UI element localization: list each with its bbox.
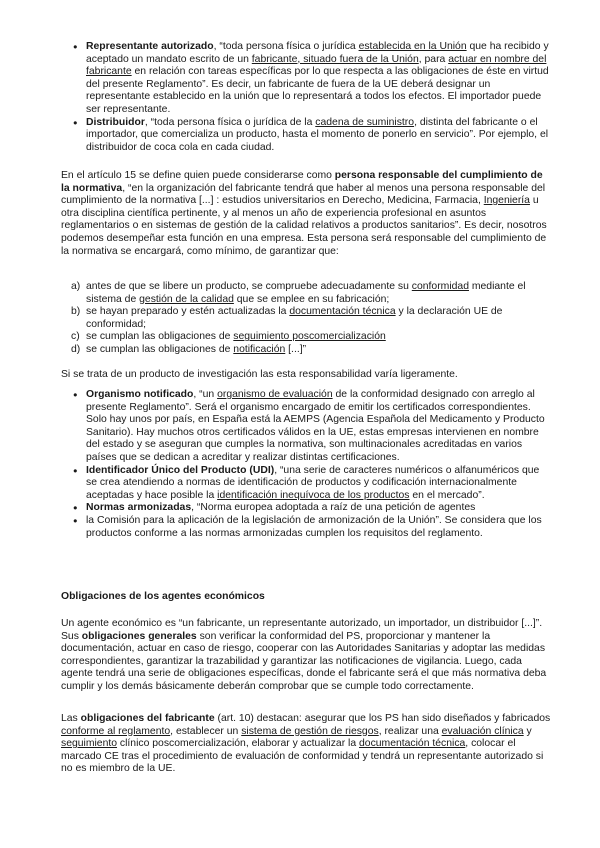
section-heading: Obligaciones de los agentes económicos [61, 591, 265, 602]
list-item: ● la Comisión para la aplicación de la legislación de armonización de la Unión”. Se considera que los productos conforme a las normas armonizadas cumplen los requisitos del reglamento. [61, 515, 551, 540]
list-item: c) se cumplan las obligaciones de seguimiento poscomercialización [71, 331, 386, 343]
responsibility-list [61, 281, 551, 357]
list-item: ● Normas armonizadas, “Norma europea adoptada a raíz de una petición de agentes [61, 502, 551, 515]
economic-agents-paragraph: Un agente económico es “un fabricante, un representante autorizado, un importador, un distribuidor [...]”. Sus obligaciones generales son verificar la conformidad del PS, proporcionar y mantener la documentación, actuar en caso de riesgo, cooperar con las Autoridades Sanitarias y adoptar las medidas correspondientes, garantizar la trazabilidad y garantizar las notificaciones de vigilancia. Luego, cada agente tendrá una serie de obligaciones específicas, donde el fabricante será el que más normativa deba cumplir y los demás básicamente deberán comprobar que se cumple todo correctamente. [61, 618, 547, 692]
article-15-paragraph: En el artículo 15 se define quien puede considerarse como persona responsable del cumplimiento de la normativa, “en la organización del fabricante tendrá que haber al menos una persona responsable del cumplimiento de la normativa [...] : estudios universitarios en Derecho, Medicina, Farmacia, Ingeniería u otra disciplina científica pertinente, y al menos un año de experiencia profesional en asuntos reglamentarios o en sistemas de gestión de la calidad relativos a productos sanitarios”. Es decir, nosotros podemos desempeñar esta función en una empresa. Esta persona será responsable del cumplimiento de la normativa se encargará, como mínimo, de garantizar que: [61, 170, 547, 257]
list-item: b) se hayan preparado y estén actualizadas la documentación técnica y la declaración UE de conformidad; [71, 306, 503, 330]
list-item: ● Identificador Único del Producto (UDI), “una serie de caracteres numéricos o alfanuméricos que se crea atendiendo a normas de identificación de productos y codificación internacionalmente aceptadas y hace posible la identificación inequívoca de los productos en el mercado”. [61, 465, 551, 503]
investigation-note: Si se trata de un producto de investigación las esta responsabilidad varía ligeramente. [61, 369, 458, 380]
list-item: ● Distribuidor, “toda persona física o jurídica de la cadena de suministro, distinta del fabricante o el importador, que comercializa un producto, hasta el momento de ponerlo en servicio”. Por ejemplo, el distribuidor de coca cola en cada ciudad. [61, 117, 551, 155]
list-item: a) antes de que se libere un producto, se compruebe adecuadamente su conformidad mediante el sistema de gestión de la calidad que se emplee en su fabricación; [71, 281, 526, 305]
list-item: d) se cumplan las obligaciones de notificación [...]” [71, 343, 307, 355]
list-item: ● Organismo notificado, “un organismo de evaluación de la conformidad designado con arreglo al presente Reglamento”. Será el organismo encargado de emitir los certificados correspondientes. Solo hay unos por país, en España está la AEMPS (Agencia Española del Medicamento y Producto Sanitario). Hay muchos otros certificados válidos en la UE, estas empresas intervienen en nombre del estado y se aseguran que cumples la normativa, son multinacionales acreditadas en varios países que se dedican a acreditar y realizar distintas certificaciones. [61, 389, 551, 465]
top-bullet-list [61, 41, 551, 154]
manufacturer-obligations-paragraph: Las obligaciones del fabricante (art. 10) destacan: asegurar que los PS han sido diseñados y fabricados conforme al reglamento, establecer un sistema de gestión de riesgos, realizar una evaluación clínica y seguimiento clínico poscomercialización, elaborar y actualizar la documentación técnica, colocar el marcado CE tras el procedimiento de evaluación de conformidad y tendrá un representante autorizado si no es miembro de la UE. [61, 713, 551, 775]
definitions-bullet-list [61, 389, 551, 540]
list-item: ● Representante autorizado, “toda persona física o jurídica establecida en la Unión que ha recibido y aceptado un mandato escrito de un fabricante, situado fuera de la Unión, para actuar en nombre del fabricante en relación con tareas específicas por lo que respecta a las obligaciones de éste en virtud del presente Reglamento”. Es decir, un fabricante de fuera de la UE deberá designar un representante establecido en la unión que lo representará a todos los efectos. El importador puede ser representante. [61, 41, 551, 117]
